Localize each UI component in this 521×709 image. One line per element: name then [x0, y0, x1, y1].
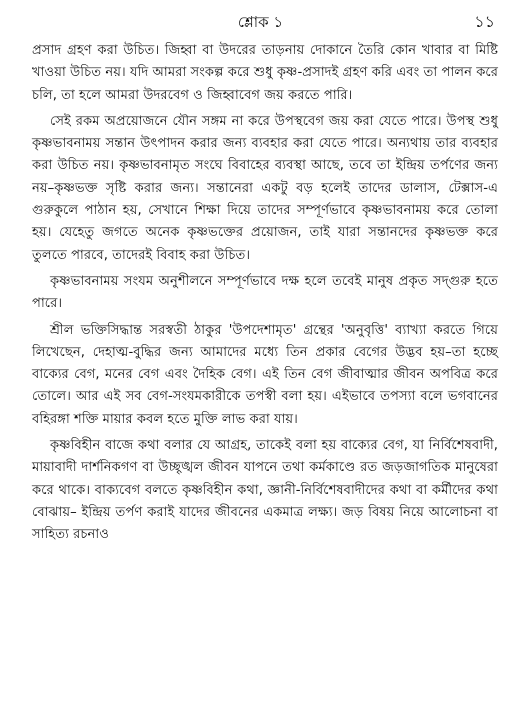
paragraph: কৃষ্ণবিহীন বাজে কথা বলার যে আগ্রহ, তাকেই বলা হয় বাক্যের বেগ, যা নির্বিশেষবাদী, মায়াবাদী দার্শনিকগণ বা উচ্ছৃঙ্খল জীবন যাপনে তথা কর্মকাণ্ডে রত জড়জাগতিক মানুষেরা করে থাকে। বাক্যবেগ বলতে কৃষ্ণবিহীন কথা, জ্ঞানী-নির্বিশেষবাদীদের কথা বা কর্মীদের কথা বোঝায়– ইন্দ্রিয় তর্পণ করাই যাদের জীবনের একমাত্র লক্ষ্য। জড় বিষয় নিয়ে আলোচনা বা সাহিত্য রচনাও: [32, 438, 498, 543]
paragraph: শ্রীল ভক্তিসিদ্ধান্ত সরস্বতী ঠাকুর 'উপদেশামৃত' গ্রন্থের 'অনুবৃত্তি' ব্যাখ্যা করতে গিয়ে লিখেছেন, দেহাত্ম-বুদ্ধির জন্য আমাদের মধ্যে তিন প্রকার বেগের উদ্ভব হয়–তা হচ্ছে বাক্যের বেগ, মনের বেগ এবং দৈহিক বেগ। এই তিন বেগ জীবাত্মার জীবন অপবিত্র করে তোলে। আর এই সব বেগ-সংযমকারীকে তপস্বী বলা হয়। এইভাবে তপস্যা বলে ভগবানের বহিরঙ্গা শক্তি মায়ার কবল হতে মুক্তি লাভ করা যায়।: [32, 322, 498, 427]
page-number: ১১: [474, 12, 495, 31]
page-header: [0, 10, 521, 34]
paragraph: কৃষ্ণভাবনাময় সংযম অনুশীলনে সম্পূর্ণভাবে দক্ষ হলে তবেই মানুষ প্রকৃত সদ্গুরু হতে পারে।: [32, 273, 498, 312]
paragraph-continuation: প্রসাদ গ্রহণ করা উচিত। জিহ্বা বা উদরের তাড়নায় দোকানে তৈরি কোন খাবার বা মিষ্টি খাওয়া উচিত নয়। যদি আমরা সংকল্প করে শুধু কৃষ্ণ-প্রসাদই গ্রহণ করি এবং তা পালন করে চলি, তা হলে আমরা উদরবেগ ও জিহ্বাবেগ জয় করতে পারি।: [32, 43, 498, 103]
paragraph: সেই রকম অপ্রয়োজনে যৌন সঙ্গম না করে উপস্থবেগ জয় করা যেতে পারে। উপস্থ শুধু কৃষ্ণভাবনাময় সন্তান উৎপাদন করার জন্য ব্যবহার করা যেতে পারে। অন্যথায় তার ব্যবহার করা উচিত নয়। কৃষ্ণভাবনামৃত সংঘে বিবাহের ব্যবস্থা আছে, তবে তা ইন্দ্রিয় তর্পণের জন্য নয়–কৃষ্ণভক্ত সৃষ্টি করার জন্য। সন্তানেরা একটু বড় হলেই তাদের ডালাস, টেক্সাস-এ গুরুকুলে পাঠান হয়, সেখানে শিক্ষা দিয়ে তাদের সম্পূর্ণভাবে কৃষ্ণভাবনাময় করে তোলা হয়। যেহেতু জগতে অনেক কৃষ্ণভক্তের প্রয়োজন, তাই যারা সন্তানদের কৃষ্ণভক্ত করে তুলতে পারবে, তাদেরই বিবাহ করা উচিত।: [32, 113, 498, 263]
running-title: শ্লোক ১: [237, 13, 284, 31]
page-body: [32, 40, 498, 551]
